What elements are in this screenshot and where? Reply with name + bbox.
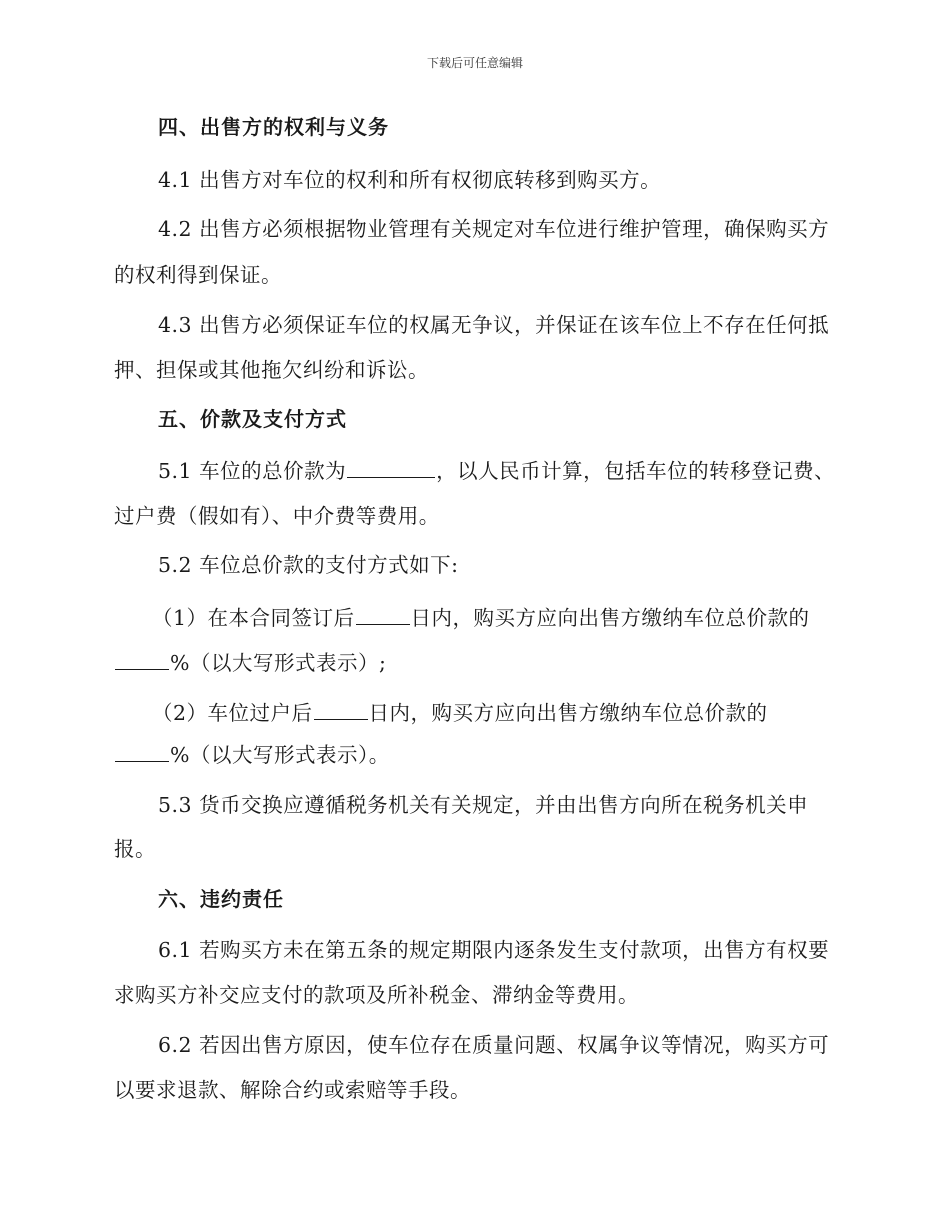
item-2-text-c: %（以大写形式表示）。	[170, 743, 390, 767]
paragraph-5-2: 5.2 车位总价款的支付方式如下:	[158, 553, 459, 577]
paragraph-4-3-line-2: 押、担保或其他拖欠纠纷和诉讼。	[114, 358, 429, 382]
paragraph-4-2-line-1: 4.2 出售方必须根据物业管理有关规定对车位进行维护管理，确保购买方	[158, 217, 830, 241]
paragraph-6-1-line-2: 求购买方补交应支付的款项及所补税金、滞纳金等费用。	[114, 983, 639, 1007]
item-1-line-1	[152, 602, 810, 633]
page-header: 下载后可任意编辑	[426, 56, 523, 70]
paragraph-6-2-line-1: 6.2 若因出售方原因，使车位存在质量问题、权属争议等情况，购买方可	[158, 1033, 830, 1057]
days-blank-1	[356, 602, 410, 625]
paragraph-5-1-line-1	[158, 455, 835, 486]
paragraph-6-1-line-1: 6.1 若购买方未在第五条的规定期限内逐条发生支付款项，出售方有权要	[158, 938, 830, 962]
section-heading-6: 六、违约责任	[158, 887, 284, 911]
percent-blank-1	[115, 647, 169, 670]
item-2-text-a: （2）车位过户后	[152, 701, 313, 725]
price-blank	[347, 455, 435, 478]
item-1-line-2	[114, 647, 386, 678]
percent-blank-2	[115, 739, 169, 762]
paragraph-4-3-line-1: 4.3 出售方必须保证车位的权属无争议，并保证在该车位上不存在任何抵	[158, 313, 830, 337]
paragraph-4-1: 4.1 出售方对车位的权利和所有权彻底转移到购买方。	[158, 168, 662, 192]
section-heading-4: 四、出售方的权利与义务	[158, 115, 389, 139]
paragraph-4-2-line-2: 的权利得到保证。	[114, 263, 282, 287]
item-1-text-c: %（以大写形式表示）;	[170, 651, 387, 675]
paragraph-5-3-line-1: 5.3 货币交换应遵循税务机关有关规定，并由出售方向所在税务机关申	[158, 793, 809, 817]
paragraph-5-1-text-a: 5.1 车位的总价款为	[158, 459, 347, 483]
item-2-line-1	[152, 697, 768, 728]
item-2-line-2	[114, 739, 390, 770]
item-2-text-b: 日内，购买方应向出售方缴纳车位总价款的	[368, 701, 768, 725]
item-1-text-b: 日内，购买方应向出售方缴纳车位总价款的	[410, 606, 810, 630]
paragraph-5-3-line-2: 报。	[114, 837, 156, 861]
days-blank-2	[314, 697, 368, 720]
item-1-text-a: （1）在本合同签订后	[152, 606, 355, 630]
paragraph-5-1-text-b: ，以人民币计算，包括车位的转移登记费、	[436, 459, 836, 483]
paragraph-6-2-line-2: 以要求退款、解除合约或索赔等手段。	[114, 1078, 471, 1102]
paragraph-5-1-line-2: 过户费（假如有）、中介费等费用。	[114, 504, 440, 528]
section-heading-5: 五、价款及支付方式	[158, 407, 347, 431]
